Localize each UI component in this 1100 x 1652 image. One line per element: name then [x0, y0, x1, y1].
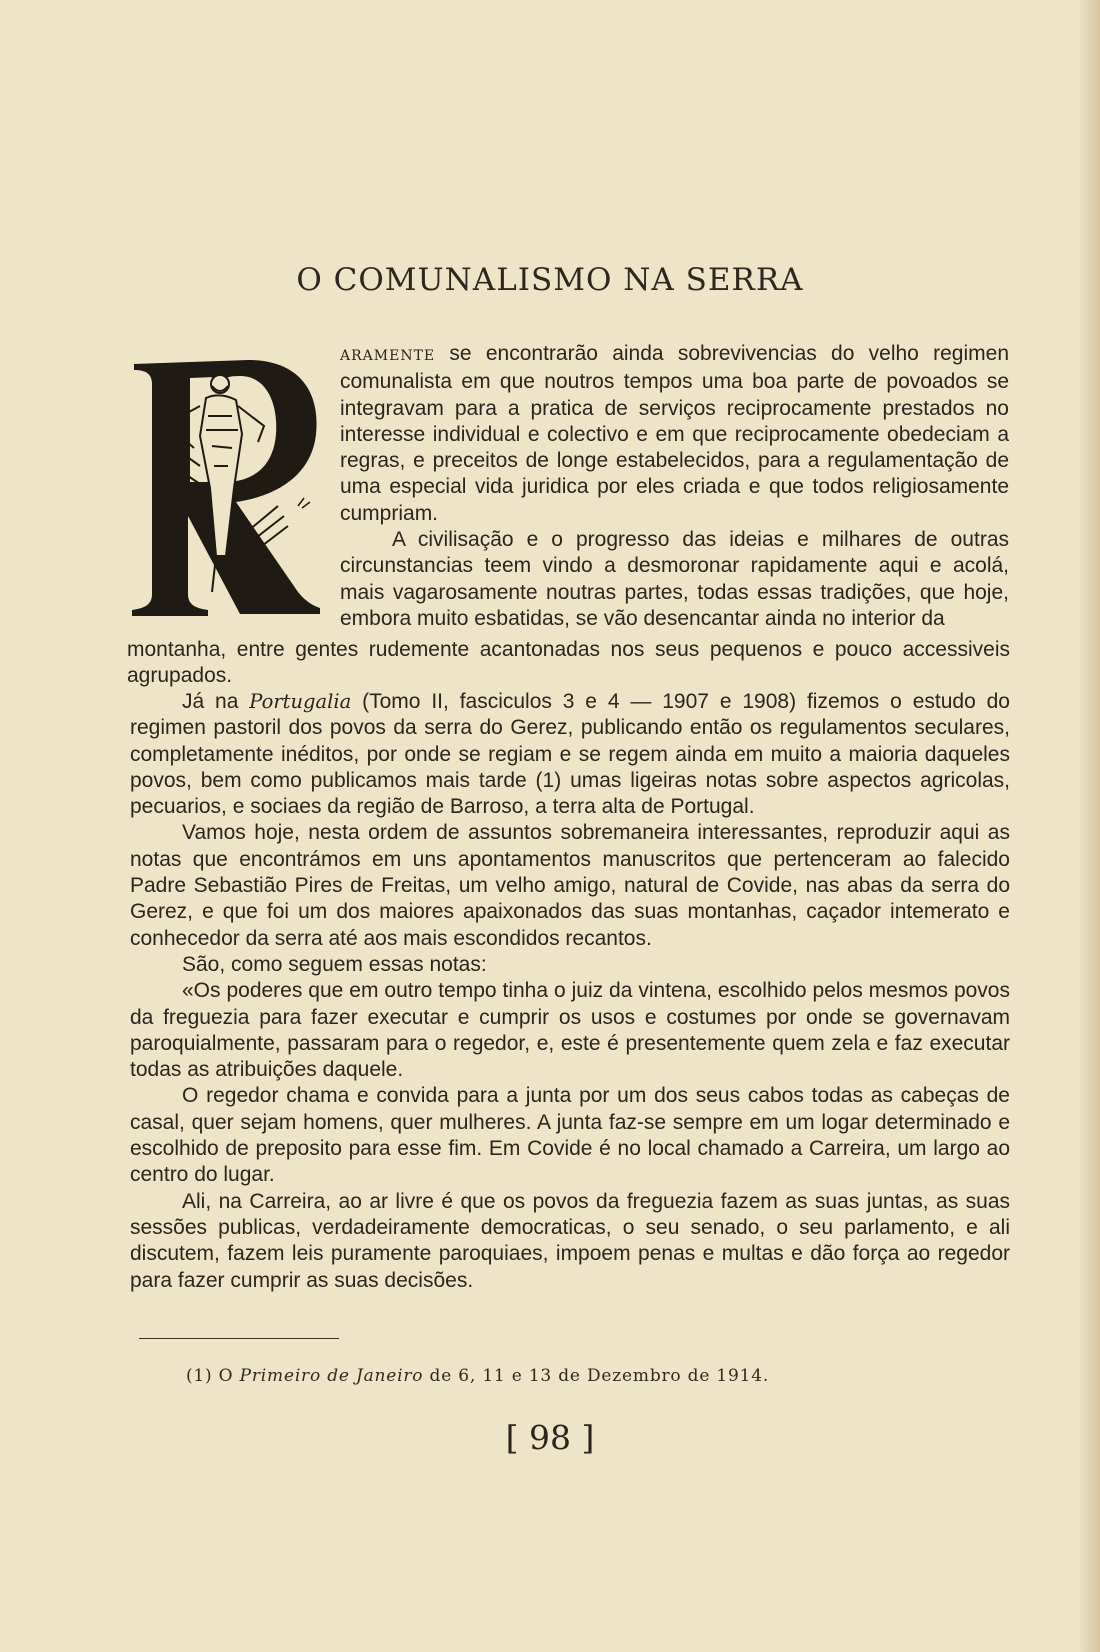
body-paragraph-1: Vamos hoje, nesta ordem de assuntos sobremaneira interessantes, reproduzir aqui as notas que encontrámos em uns apontamentos manuscritos que pertenceram ao falecido Padre Sebastião Pires de Freitas, um velho amigo, natural de Covide, nas abas da serra do Gerez, e que foi um dos maiores apaixonados das suas montanhas, caçador intemerato e conhecedor da serra até aos mais escondidos recantos. — [130, 821, 1010, 950]
opening-paragraph — [340, 341, 1009, 527]
page-number: [ 98 ] — [505, 1418, 595, 1457]
body-paragraph-3: «Os poderes que em outro tempo tinha o juiz da vintena, escolhido pelos mesmos povos da freguezia para fazer executar e cumprir os usos e costumes por onde se governavam paroquialmente, passaram para o regedor, e, este é presentemente quem zela e faz executar todas as atribuições daquele. — [130, 979, 1010, 1082]
portugalia-pre: Já na — [182, 690, 250, 713]
dropcap-illustration — [128, 356, 324, 618]
footnote-pre: (1) O — [186, 1366, 240, 1386]
portugalia-italic: Portugalia — [249, 690, 352, 713]
portugalia-paragraph — [130, 689, 1010, 820]
footnote-italic: Primeiro de Janeiro — [239, 1366, 424, 1386]
article-title: O COMUNALISMO NA SERRA — [296, 262, 804, 298]
opening-smallcaps: ARAMENTE — [340, 348, 436, 364]
page-edge-shadow — [1078, 0, 1100, 1652]
body-paragraph-2: São, como seguem essas notas: — [182, 952, 487, 976]
body-paragraph-4: O regedor chama e convida para a junta por um dos seus cabos todas as cabeças de casal, quer sejam homens, quer mulheres. A junta faz-se sempre em um logar determinado e escolhido de preposito para esse fim. Em Covide é no local chamado a Carreira, um largo ao centro do lugar. — [130, 1084, 1010, 1187]
portugalia-post: (Tomo II, fasciculos 3 e 4 — 1907 e 1908) fizemos o estudo do regimen pastoril dos povos da serra do Gerez, publicando então os regulamentos seculares, completamente inéditos, por onde se regiam e se regem ainda em muito a maioria daqueles povos, bem como publicamos mais tarde (1) umas ligeiras notas sobre aspectos agricolas, pecuarios, e sociaes da região de Barroso, a terra alta de Portugal. — [130, 690, 1010, 819]
body-paragraph-5: Ali, na Carreira, ao ar livre é que os povos da freguezia fazem as suas juntas, as suas sessões publicas, verdadeiramente democraticas, o seu senado, o seu parlamento, e ali discutem, fazem leis puramente paroquiaes, impoem penas e multas e dão força ao regedor para fazer cumprir as suas decisões. — [130, 1189, 1010, 1292]
footnote-post: de 6, 11 e 13 de Dezembro de 1914. — [423, 1366, 770, 1386]
footnote — [186, 1366, 769, 1386]
continuation-text: montanha, entre gentes rudemente acantonadas nos seus pequenos e pouco accessiveis agrupados. — [127, 638, 1010, 688]
footnote-divider — [139, 1338, 339, 1339]
body-paragraphs — [130, 689, 1010, 1294]
opening-text: se encontrarão ainda sobrevivencias do velho regimen comunalista em que noutros tempos uma boa parte de povoados se integravam para a pratica de serviços reciprocamente prestados no interesse individual e colectivo e em que reciprocamente obedeciam a regras, e preceitos de longe estabelecidos, para a regulamentação de uma especial vida juridica por eles criada e que todos religiosamente cumpriam. — [340, 342, 1009, 525]
civilisation-paragraph: A civilisação e o progresso das ideias e milhares de outras circunstancias teem vindo a desmoronar rapidamente aqui e acolá, mais vagarosamente noutras partes, todas essas tradições, que hoje, embora muito esbatidas, se vão desencantar ainda no interior da — [340, 528, 1009, 630]
intro-paragraphs — [340, 341, 1009, 632]
paragraph-continuation — [127, 637, 1010, 690]
